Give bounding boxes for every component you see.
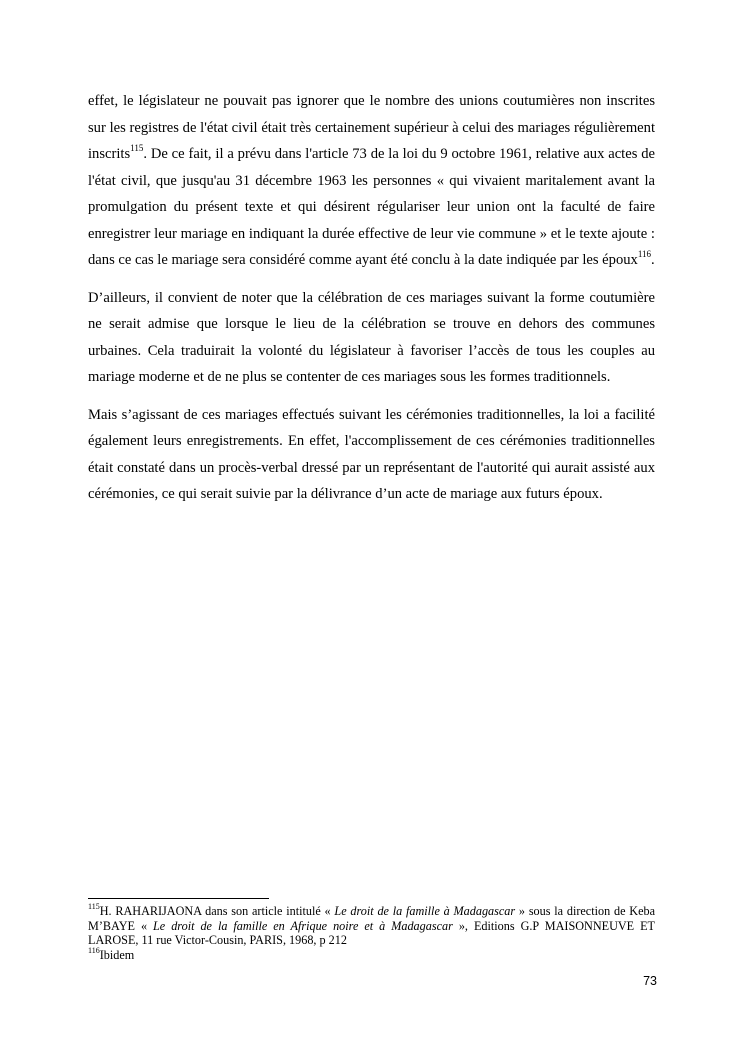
paragraph-2: D’ailleurs, il convient de noter que la célébration de ces mariages suivant la forme coutumière ne serait admise que lorsque le lieu de la célébration se trouve en dehors des communes urbaines. Cela traduirait la volonté du législateur à favoriser l’accès de tous les couples au mariage moderne et de ne plus se contenter de ces mariages sous les formes traditionnels. [88,289,655,385]
footnote-ref-116[interactable]: 116 [637,249,652,260]
paragraph-1-text-b: . De ce fait, il a prévu dans l'article 73 de la loi du 9 octobre 1961, relative aux actes de l'état civil, que jusqu'au 31 décembre 1963 les personnes « qui vivaient maritalement avant la promulgation du présent texte et qui désirent régulariser leur union ont la faculté de faire enregistrer leur mariage en indiquant la durée effective de leur vie commune » et le texte ajoute : dans ce cas le mariage sera considéré comme ayant été conclu à la date indiquée par les époux [88,146,655,268]
footnote-text: » sous la direction de Keba M’BAYE « [88,904,655,933]
footnote-116 [88,945,655,963]
paragraph-1 [88,88,655,274]
body-text [88,88,655,519]
paragraph-3: Mais s’agissant de ces mariages effectués suivant les cérémonies traditionnelles, la loi a facilité également leurs enregistrements. En effet, l'accomplissement de ces cérémonies traditionnelles était constaté dans un procès-verbal dressé par un représentant de l'autorité qui aurait assisté aux cérémonies, ce qui serait suivie par la délivrance d’un acte de mariage aux futurs époux. [88,406,655,502]
footnote-title: Le droit de la famille à Madagascar [334,904,516,918]
footnote-text: Ibidem [99,947,135,962]
paragraph-1-text-c: . [651,252,655,268]
footnotes [88,901,656,962]
footnote-separator [88,898,269,899]
footnote-title: Le droit de la famille en Afrique noire et à Madagascar [153,918,453,933]
footnote-number: 116 [88,945,100,955]
footnote-ref-115[interactable]: 115 [130,143,144,154]
paragraph-1-text-a: effet, le législateur ne pouvait pas ignorer que le nombre des unions coutumières non inscrites sur les registres de l'état civil était très certainement supérieur à celui des mariages régulièrement inscrits [88,93,655,162]
footnote-text: H. RAHARIJAONA dans son article intitulé « [99,904,335,918]
page-number: 73 [643,974,657,988]
footnote-number: 115 [88,901,100,911]
footnote-115 [88,901,656,948]
footnote-text: », Editions G.P MAISONNEUVE ET LAROSE, 11 rue Victor-Cousin, PARIS, 1968, p 212 [88,918,656,948]
